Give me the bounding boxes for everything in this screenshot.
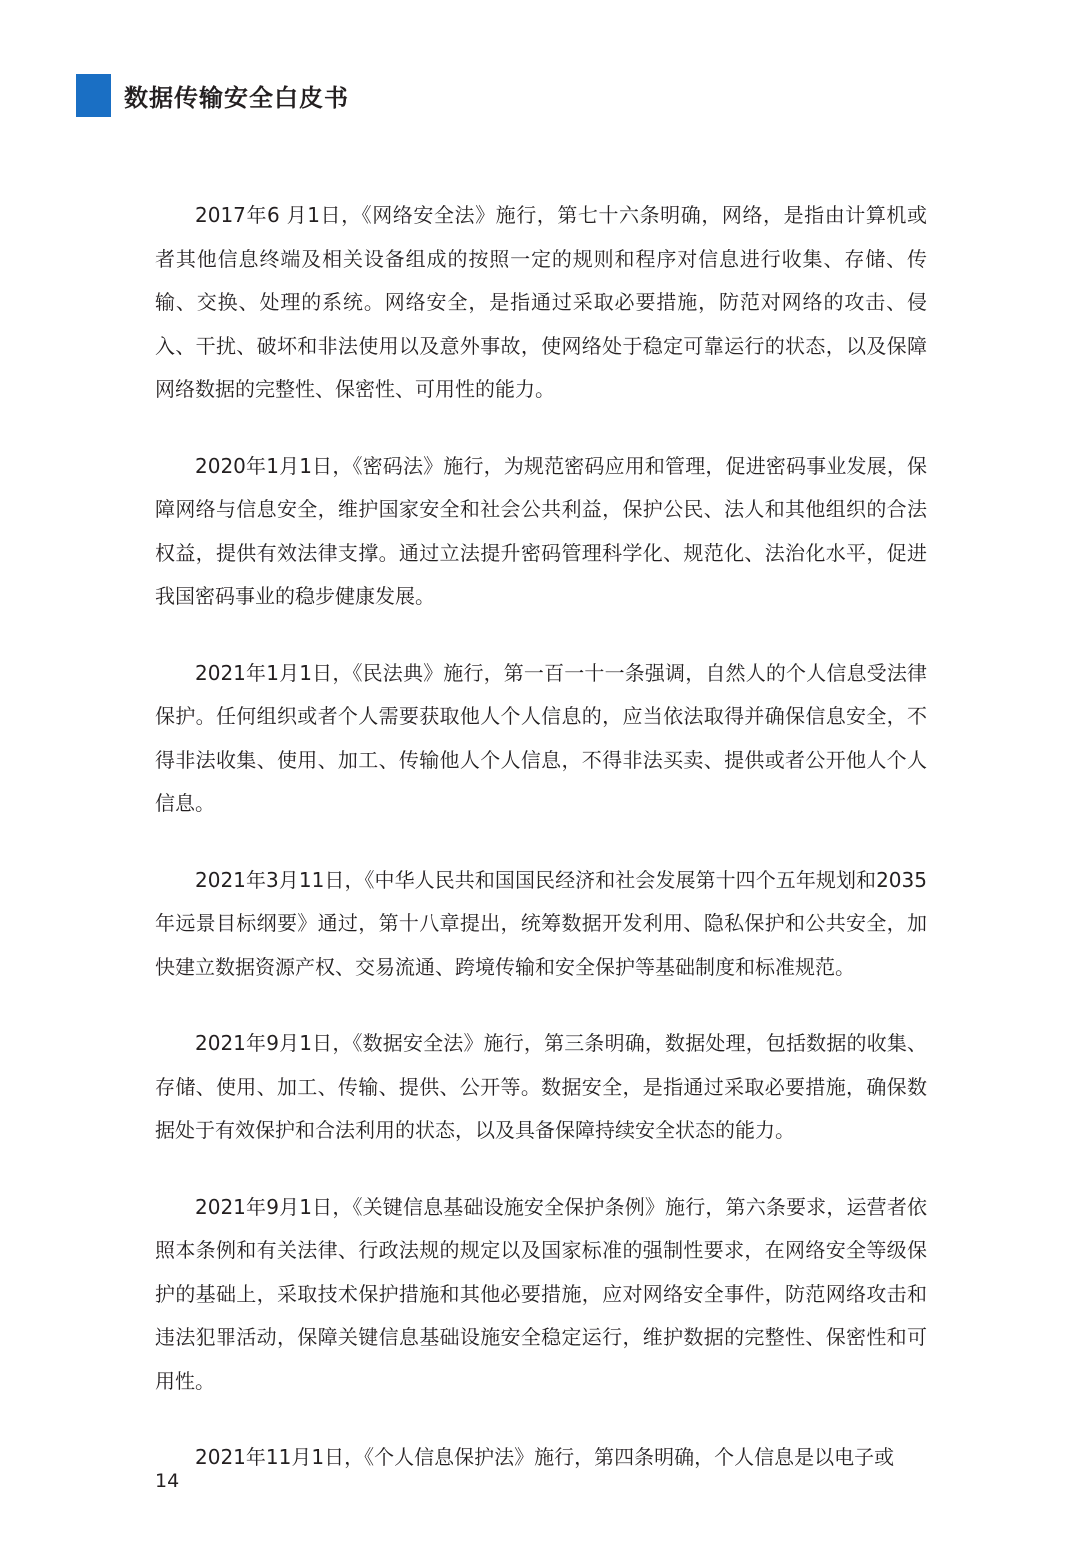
paragraph-critical-infrastructure: 2021年9月1日，《关键信息基础设施安全保护条例》施行，第六条要求，运营者依照本条例和有关法律、行政法规的规定以及国家标准的强制性要求，在网络安全等级保护的基础上，采取技术保护措施和其他必要措施，应对网络安全事件，防范网络攻击和违法犯罪活动，保障关键信息基础设施安全稳定运行，维护数据的完整性、保密性和可用性。	[155, 1194, 927, 1393]
body-text	[155, 194, 927, 1513]
header-accent-bar	[76, 74, 111, 117]
page-header	[76, 74, 349, 117]
paragraph-personal-info-law: 2021年11月1日，《个人信息保护法》施行，第四条明确，个人信息是以电子或	[195, 1445, 895, 1469]
paragraph-data-security-law: 2021年9月1日，《数据安全法》施行，第三条明确，数据处理，包括数据的收集、存储、使用、加工、传输、提供、公开等。数据安全，是指通过采取必要措施，确保数据处于有效保护和合法利用的状态，以及具备保障持续安全状态的能力。	[155, 1031, 927, 1142]
paragraph-cryptography-law: 2020年1月1日，《密码法》施行，为规范密码应用和管理，促进密码事业发展，保障网络与信息安全，维护国家安全和社会公共利益，保护公民、法人和其他组织的合法权益，提供有效法律支撑。通过立法提升密码管理科学化、规范化、法治化水平，促进我国密码事业的稳步健康发展。	[155, 453, 927, 608]
document-title: 数据传输安全白皮书	[124, 84, 349, 112]
page-number: 14	[155, 1470, 180, 1492]
paragraph-five-year-plan: 2021年3月11日，《中华人民共和国国民经济和社会发展第十四个五年规划和2035年远景目标纲要》通过，第十八章提出，统筹数据开发利用、隐私保护和公共安全，加快建立数据资源产权、交易流通、跨境传输和安全保护等基础制度和标准规范。	[155, 867, 927, 979]
paragraph-cybersecurity-law: 2017年6 月1日，《网络安全法》施行，第七十六条明确，网络，是指由计算机或者其他信息终端及相关设备组成的按照一定的规则和程序对信息进行收集、存储、传输、交换、处理的系统。网络安全，是指通过采取必要措施，防范对网络的攻击、侵入、干扰、破坏和非法使用以及意外事故，使网络处于稳定可靠运行的状态，以及保障网络数据的完整性、保密性、可用性的能力。	[155, 203, 927, 401]
paragraph-civil-code: 2021年1月1日，《民法典》施行，第一百一十一条强调，自然人的个人信息受法律保护。任何组织或者个人需要获取他人个人信息的，应当依法取得并确保信息安全，不得非法收集、使用、加工、传输他人个人信息，不得非法买卖、提供或者公开他人个人信息。	[155, 660, 927, 815]
